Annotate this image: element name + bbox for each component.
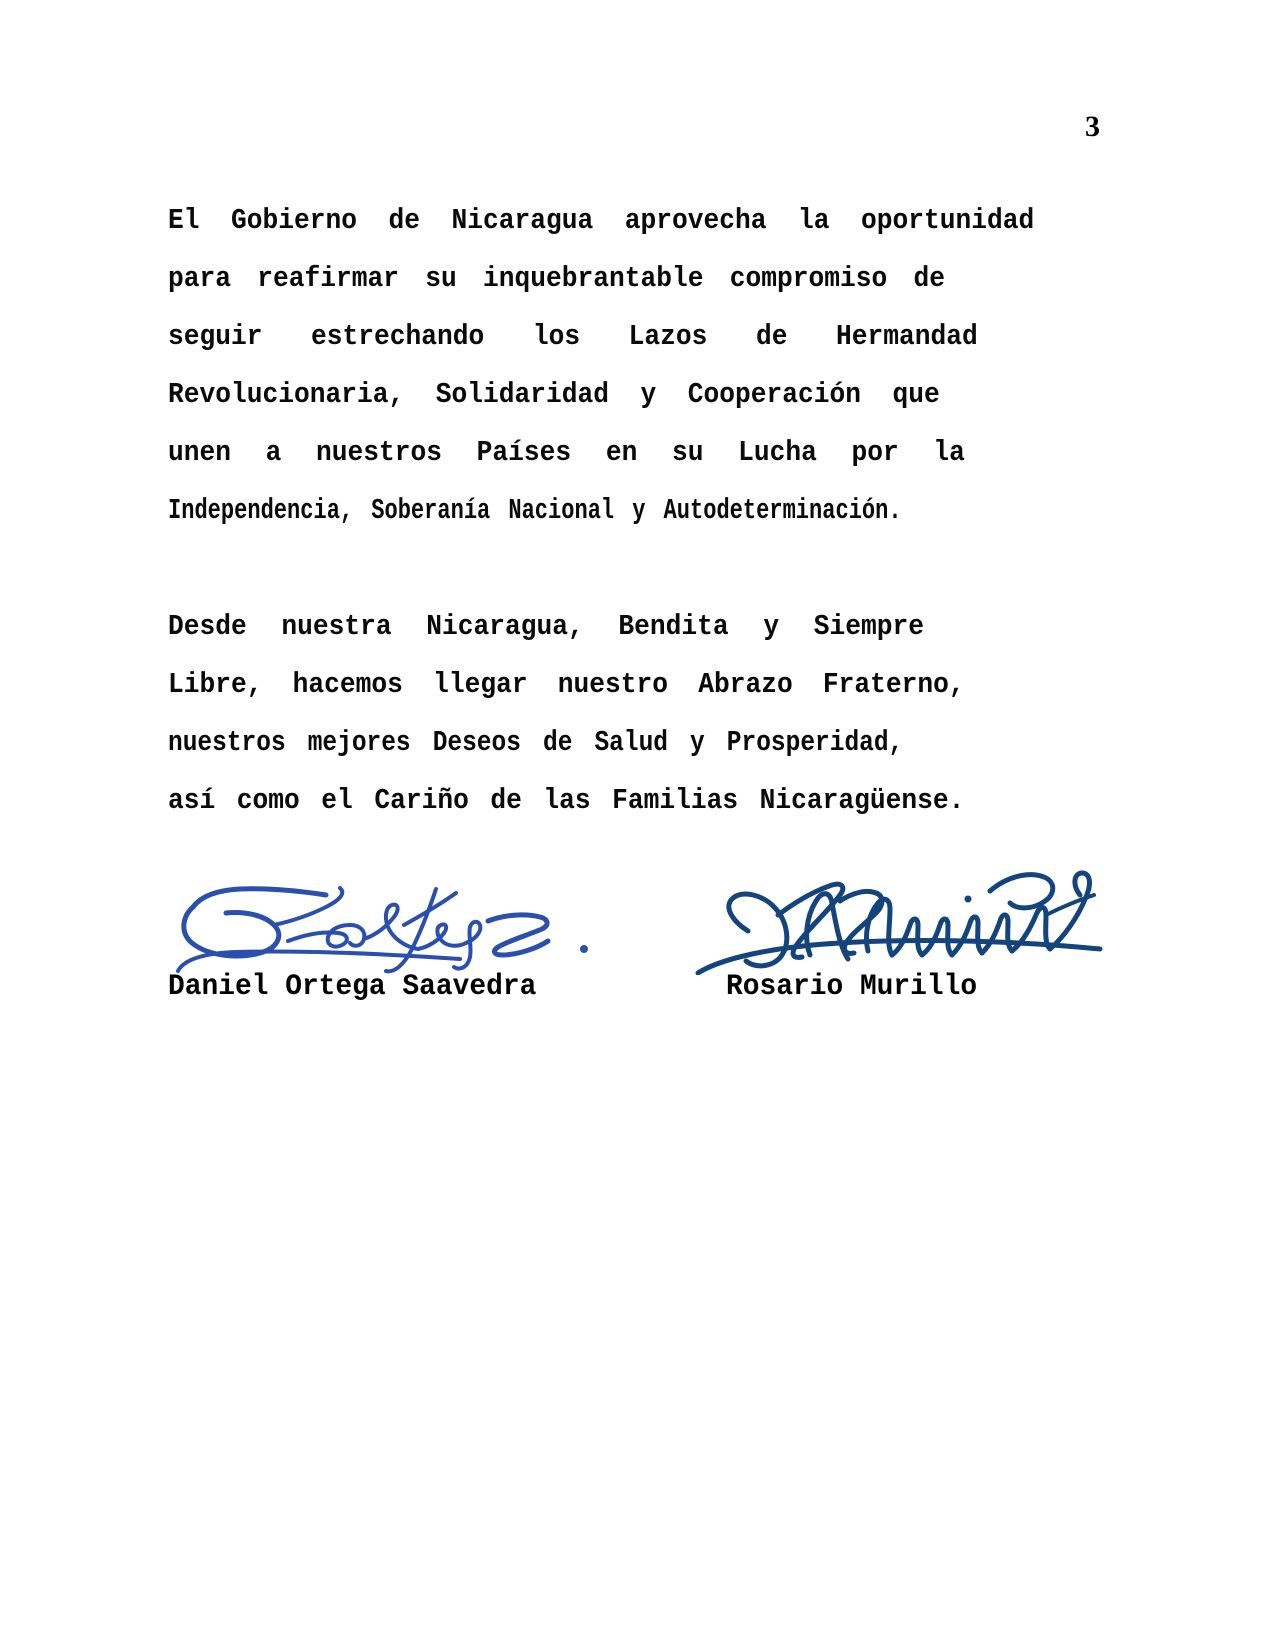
text-line-content: Libre, hacemos llegar nuestro Abrazo Fraterno, <box>168 668 965 701</box>
page-number: 3 <box>1085 110 1100 143</box>
text-line-content: para reafirmar su inquebrantable compromiso de <box>168 262 945 295</box>
text-line <box>168 366 1053 424</box>
text-line <box>168 598 1053 656</box>
text-line-content: así como el Cariño de las Familias Nicaragüense. <box>168 784 965 817</box>
text-line-content: seguir estrechando los Lazos de Hermandad <box>168 320 978 353</box>
paragraph-1 <box>168 192 1053 540</box>
signature-ink-daniel-ortega <box>160 855 640 975</box>
letter-body <box>168 192 1053 830</box>
signer-name-rosario-murillo <box>726 965 996 1009</box>
signature-area <box>0 855 1275 1035</box>
signature-names-row <box>0 965 1275 1015</box>
text-line-content: El Gobierno de Nicaragua aprovecha la oportunidad <box>168 204 1035 237</box>
text-line-content: unen a nuestros Países en su Lucha por la <box>168 436 965 469</box>
signer-name-text: Rosario Murillo <box>726 970 978 1004</box>
signer-name-daniel-ortega <box>168 965 564 1009</box>
signature-rosario-murillo <box>690 855 1130 975</box>
text-line <box>168 192 1053 250</box>
paragraph-2 <box>168 598 1053 830</box>
signer-name-text: Daniel Ortega Saavedra <box>168 970 537 1004</box>
text-line <box>168 482 1053 540</box>
text-line <box>168 656 1053 714</box>
text-line-content: nuestros mejores Deseos de Salud y Prosperidad, <box>168 726 904 759</box>
text-line <box>168 772 1053 830</box>
text-line-content: Revolucionaria, Solidaridad y Cooperación que <box>168 378 940 411</box>
text-line-content: Independencia, Soberanía Nacional y Autodeterminación. <box>168 494 902 527</box>
text-line <box>168 714 1053 772</box>
text-line <box>168 308 1053 366</box>
signature-daniel-ortega <box>160 855 640 975</box>
text-line <box>168 424 1053 482</box>
text-line <box>168 250 1053 308</box>
signature-ink-rosario-murillo <box>690 855 1130 975</box>
text-line-content: Desde nuestra Nicaragua, Bendita y Siempre <box>168 610 924 643</box>
